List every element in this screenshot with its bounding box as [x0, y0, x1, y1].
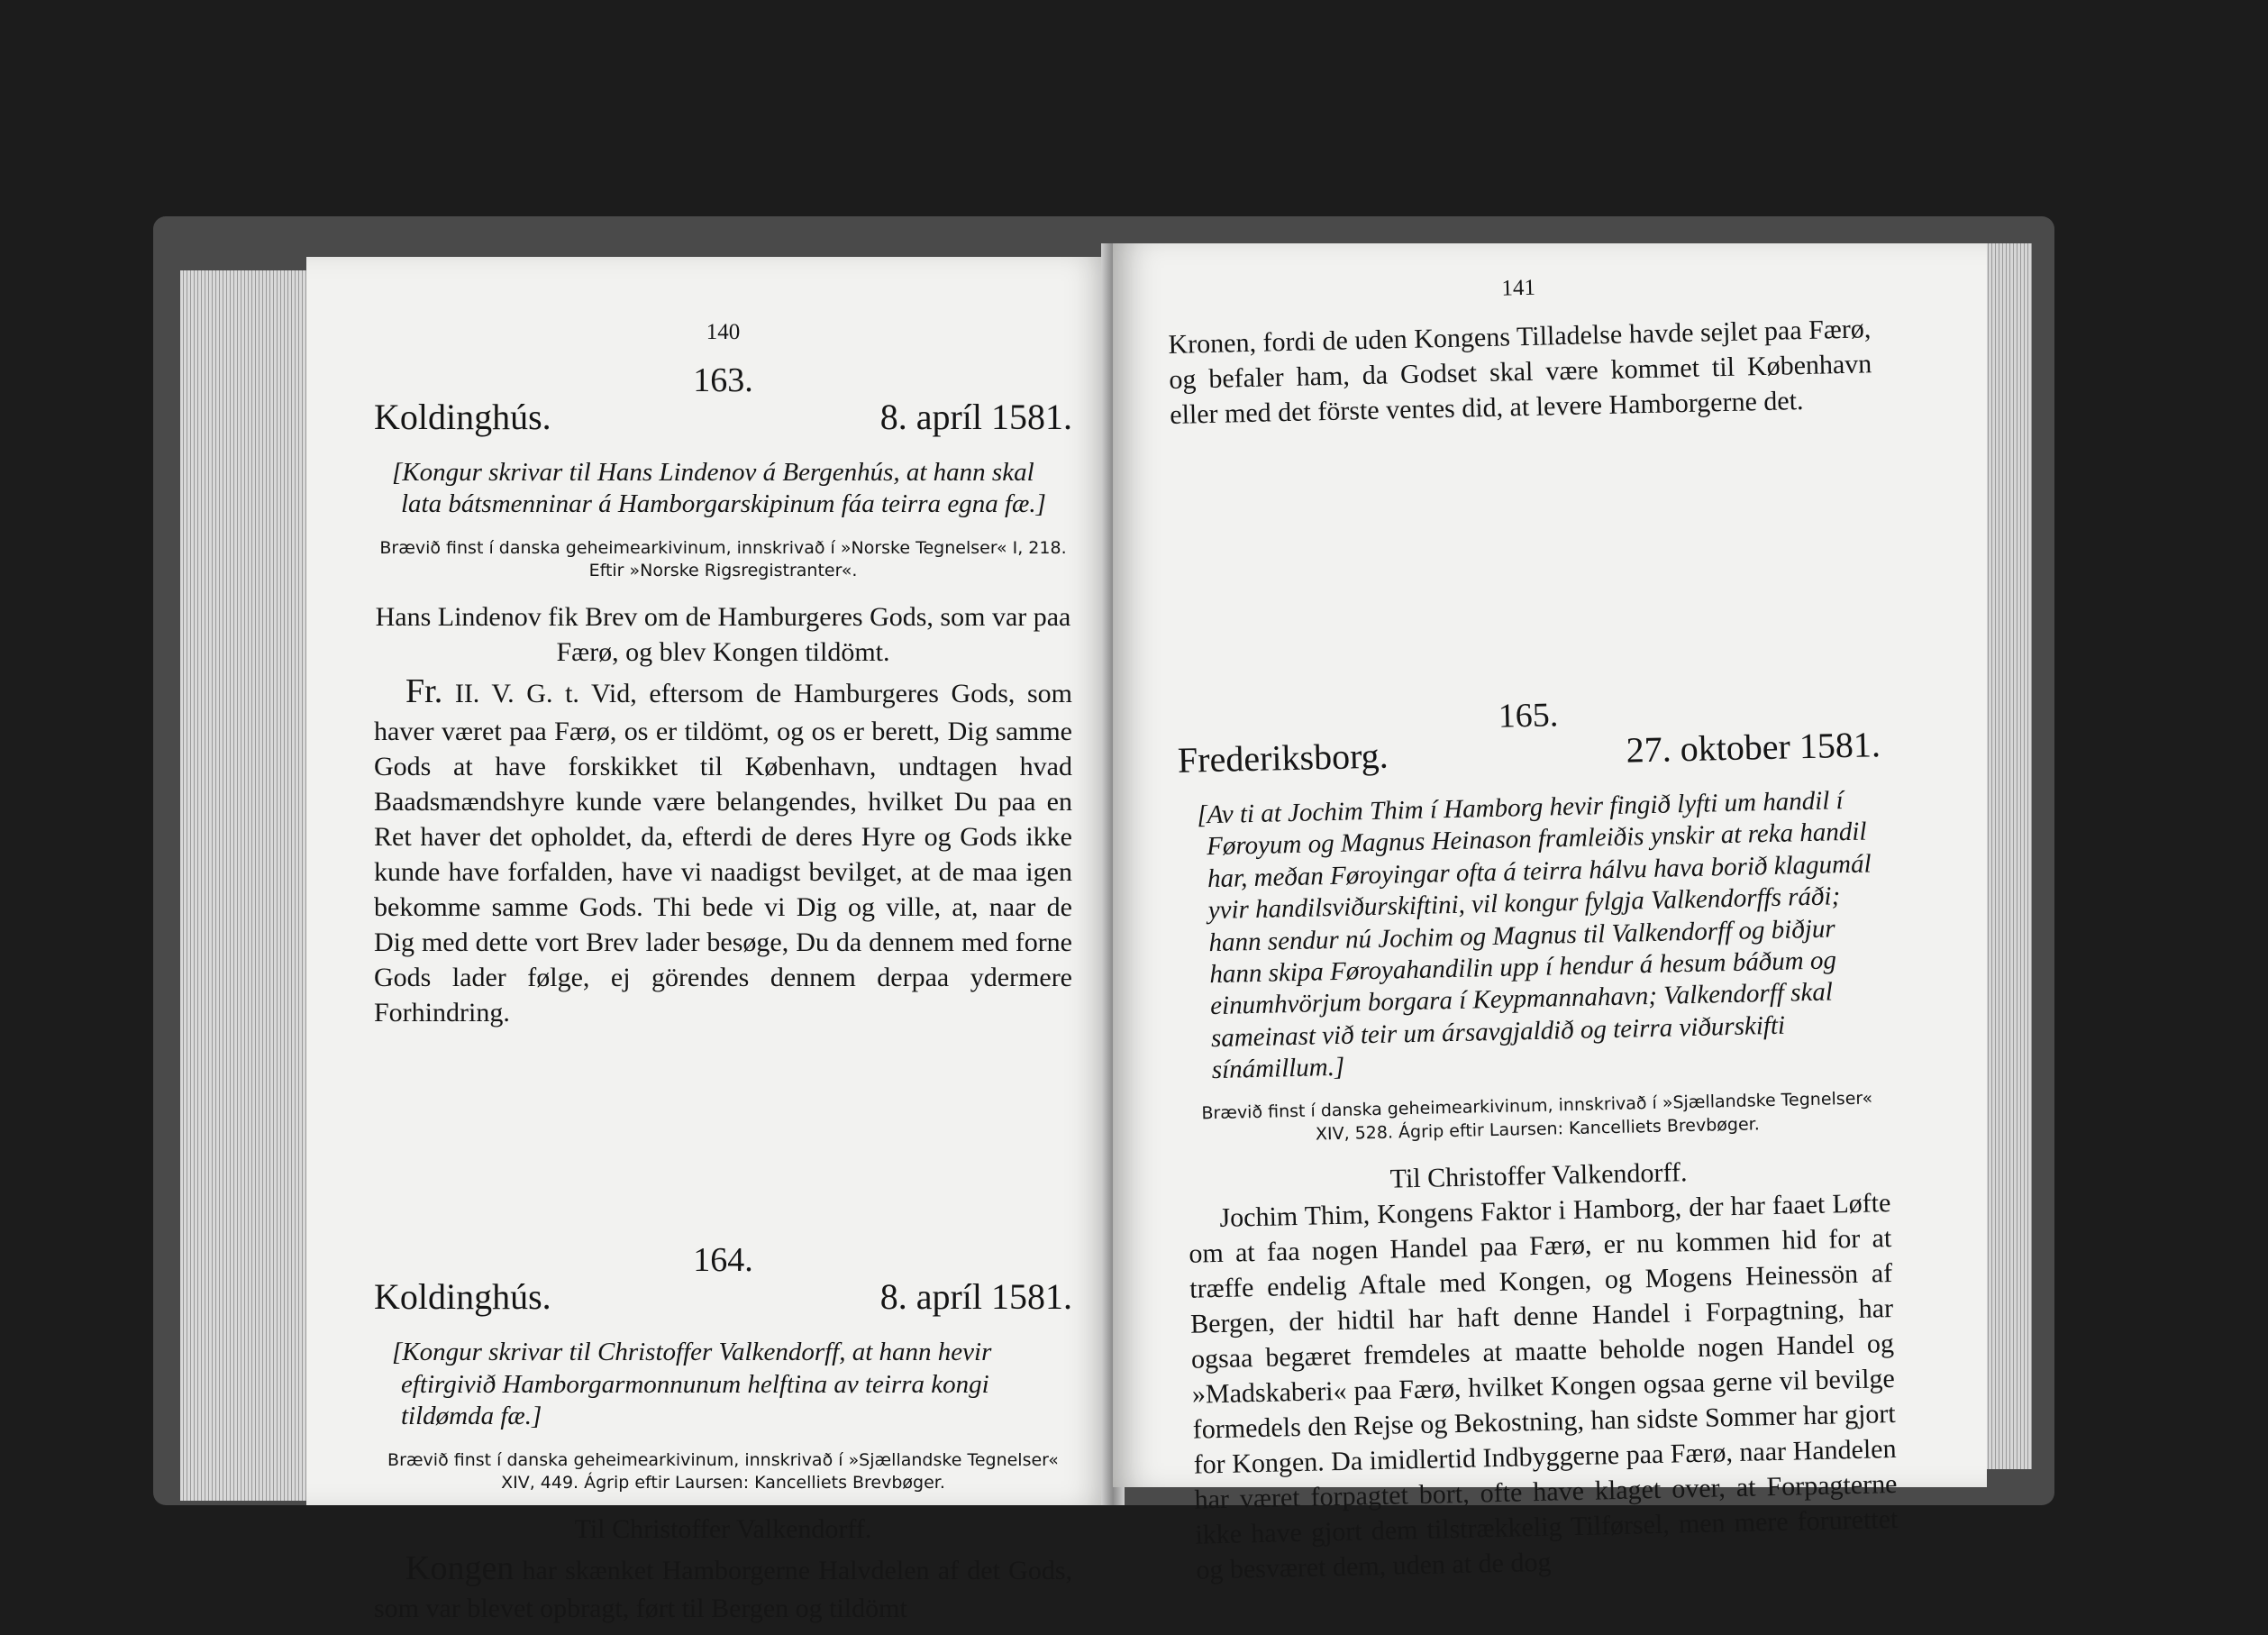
letter-heading: Hans Lindenov fik Brev om de Hamburgeres Gods, som var paa Færø, og blev Kongen tildömt.: [375, 602, 1071, 668]
page-number: 141: [1501, 275, 1536, 301]
continued-text: [1168, 311, 1872, 433]
letter-text: II. V. G. t. Vid, eftersom de Hamburgeres Gods, som haver været paa Færø, os er tildömt, og os er berett, Dig samme Gods at have forskikket til København, undtagen hvad Baadsmændshyre kunde være belangendes, hvilket Du paa en Ret haver det opholdet, da, efterdi de deres Hyre og Gods ikke kunde have forfalden, have vi naadigst bevilget, at de maa igen bekomme samme Gods. Thi bede vi Dig og ville, at, naar de Dig med dette vort Brev lader besøge, Du da dennem med forne Gods lader følge, ej görendes dennem derpaa ydermere Forhindring.: [374, 679, 1072, 1028]
source-note: Brævið finst í danska geheimearkivinum, innskrivað í »Norske Tegnelser« I, 218. Eftir »Norske Rigsregistranter«.: [379, 537, 1067, 581]
right-page: [1113, 243, 1987, 1585]
place: Frederiksborg.: [1177, 735, 1389, 781]
letter-opening: Kongen: [405, 1548, 515, 1587]
letter-heading: Til Christoffer Valkendorff.: [1389, 1156, 1688, 1194]
letter-body: [1188, 1185, 1899, 1588]
place-date-row: [374, 397, 1072, 437]
letter-heading: Til Christoffer Valkendorff.: [574, 1513, 872, 1544]
summary: [Kongur skrivar til Christoffer Valkendorff, at hann hevir eftirgivið Hamborgarmonnunum helftina av teirra kongi tildømda fæ.]: [392, 1338, 992, 1431]
place: Koldinghús.: [374, 1276, 551, 1318]
letter-body: [374, 670, 1072, 1030]
summary: [Av ti at Jochim Thim í Hamborg hevir fingið lyfti um handil í Føroyum og Magnus Heinason framleiðis ynskir at reka handil har, meðan Føroyingar ofta á teirra hálvu hava borið klagumál yvir handilsviðurskiftini, vil kongur fylgja Valkendorffs ráði; hann sendur nú Jochim og Magnus til Valkendorff og biðjur hann skipa Føroyahandilin upp í hendur á hesum báðum og einumhvörjum borgara í Keypmannahavn; Valkendorff skal sameinast við teir um ársavgjaldið og teirra viðurskifti sínámillum.]: [1197, 786, 1872, 1085]
page-edges-left: [180, 270, 306, 1501]
letter-opening: Fr.: [405, 672, 443, 711]
place: Koldinghús.: [374, 397, 551, 437]
place-date-row: [374, 1277, 1072, 1317]
continuation-paragraph: Kronen, fordi de uden Kongens Tilladelse havde sejlet paa Færø, og befaler ham, da Godset skal være kommet til København eller med det förste ventes did, at levere Hamborgerne det.: [1168, 314, 1872, 430]
letter-body: [374, 1547, 1072, 1626]
source-note: Brævið finst í danska geheimearkivinum, innskrivað í »Sjællandske Tegnelser« XIV, 449. Ágrip eftir Laursen: Kancelliets Brevbøger.: [387, 1449, 1059, 1493]
left-page: [306, 257, 1113, 1624]
source-note: Brævið finst í danska geheimearkivinum, innskrivað í »Sjællandske Tegnelser« XIV, 528. Ágrip eftir Laursen: Kancelliets Brevbøger.: [1201, 1088, 1873, 1145]
document-number: 164.: [693, 1241, 753, 1280]
document-number: 165.: [1498, 696, 1559, 735]
date: 8. apríl 1581.: [879, 1276, 1072, 1318]
page-number: 140: [706, 320, 741, 344]
summary: [Kongur skrivar til Hans Lindenov á Bergenhús, at hann skal lata bátsmenninar á Hamborgarskipinum fáa teirra egna fæ.]: [392, 458, 1046, 519]
document-number: 163.: [693, 361, 753, 399]
date: 8. apríl 1581.: [879, 397, 1072, 437]
letter-text: har skænket Hamborgerne Halvdelen af det Gods, som var blevet opbragt, ført til Bergen og tildömt: [374, 1555, 1072, 1624]
date: 27. oktober 1581.: [1626, 724, 1881, 771]
letter-text: Jochim Thim, Kongens Faktor i Hamborg, der har faaet Løfte om at faa nogen Handel paa Færø, er nu kommen hid for at træffe endelig Aftale med Kongen, og Mogens Heinessön af Bergen, der hidtil har haft denne Handel i Forpagtning, har ogsaa begæret fremdeles at maatte beholde nogen Handel og »Madskaberi« paa Færø, hvilket Kongen ogsaa gerne vil bevilge formedels den Rejse og Bekostning, han sidste Sommer har gjort for Kongen. Da imidlertid Indbyggerne paa Færø, naar Handelen har været forpagtet bort, ofte have klaget over, at Forpagterne ikke have gjort dem tilstrækkelig Tilførsel, men mere forurettet og besværet dem, uden at de dog: [1189, 1187, 1899, 1585]
